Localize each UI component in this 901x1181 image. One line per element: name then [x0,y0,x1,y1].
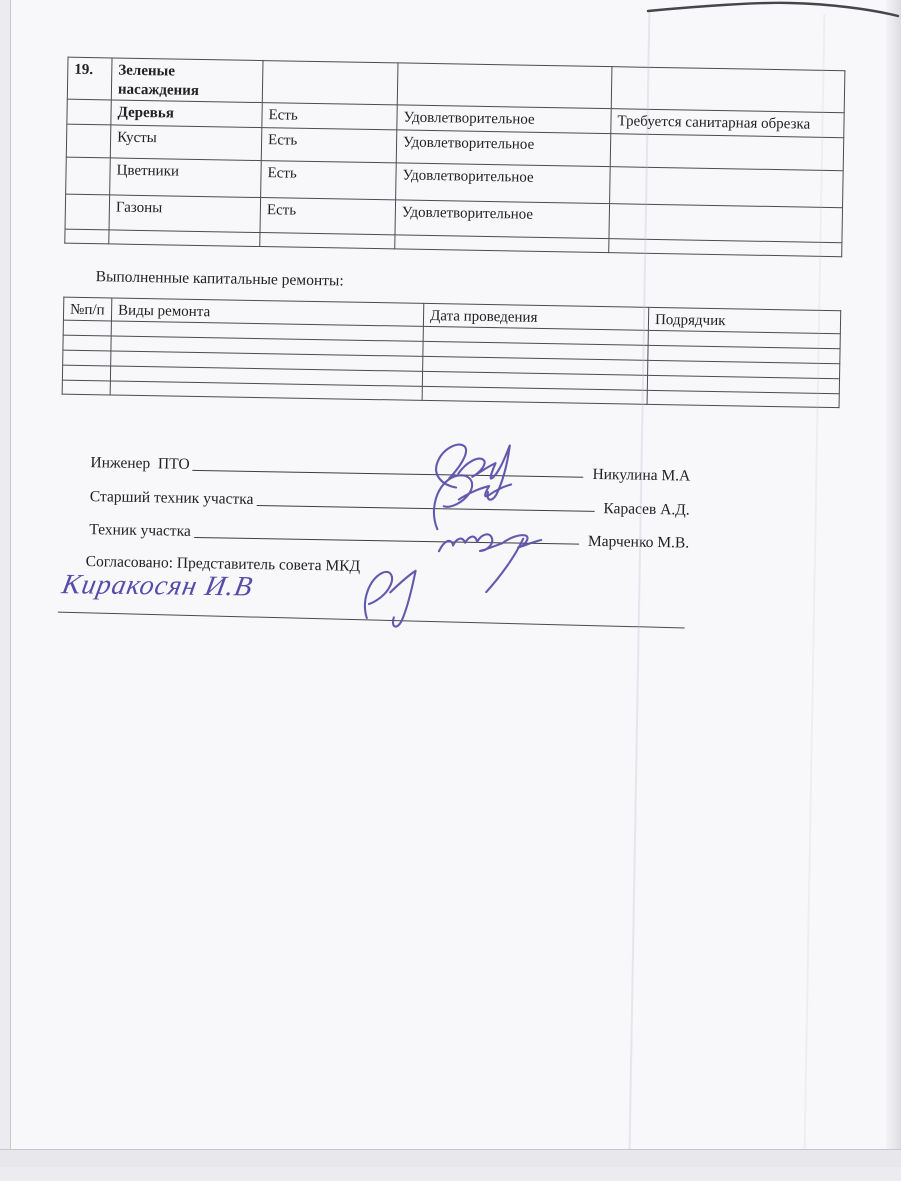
empty-cell [66,124,111,158]
item-name-cell: Газоны [109,195,261,233]
header-repair-type: Виды ремонта [111,298,423,326]
availability-cell: Есть [261,128,397,163]
approval-label: Согласовано: Представитель совета МКД [85,553,361,575]
signature-stroke-technician [430,507,562,599]
repairs-caption: Выполненные капитальные ремонты: [95,268,344,290]
signature-label: Инженер ПТО [90,454,190,473]
availability-cell: Есть [261,161,397,200]
page-left-edge [10,0,11,1151]
empty-cell [67,99,111,125]
condition-cell: Удовлетворительное [395,200,610,239]
availability-cell: Есть [262,103,397,130]
empty-cell [66,157,111,195]
signature-row-senior-technician [89,485,690,519]
empty-cell [262,61,398,105]
condition-cell: Удовлетворительное [396,163,611,204]
item-name-cell: Деревья [111,100,262,128]
empty-cell [65,229,109,244]
empty-cell [397,63,612,109]
condition-cell: Удовлетворительное [396,130,611,167]
row-number-cell: 19. [67,57,112,100]
condition-cell: Удовлетворительное [397,105,611,134]
signature-label: Старший техник участка [89,488,254,508]
empty-cell [395,235,609,253]
signature-name: Карасев А.Д. [603,500,690,519]
repairs-table [62,297,842,408]
signature-name: Никулина М.А [592,465,691,485]
signature-row-engineer [90,451,691,485]
availability-cell: Есть [260,198,396,235]
handwritten-signature-name: Киракосян И.В [59,569,256,603]
signature-flourish [352,562,438,635]
note-cell: Требуется санитарная обрезка [611,109,844,138]
signature-line [193,470,584,478]
green-spaces-table [64,57,845,258]
page-right-edge [886,0,901,1152]
empty-cell [65,194,110,230]
empty-cell [260,233,395,249]
header-date: Дата проведения [423,303,648,330]
signature-label: Техник участка [89,521,191,540]
signature-name: Марченко М.В. [587,532,690,552]
signature-row-technician [89,518,690,552]
section-title-cell: Зеленые насаждения [111,58,263,103]
item-name-cell: Цветники [110,158,262,198]
empty-cell [109,230,260,247]
page-bottom-edge [0,1149,901,1167]
header-contractor: Подрядчик [648,307,840,333]
header-number: №п/п [63,297,111,321]
scan-artifact-top-right [640,0,901,22]
item-name-cell: Кусты [110,125,262,161]
